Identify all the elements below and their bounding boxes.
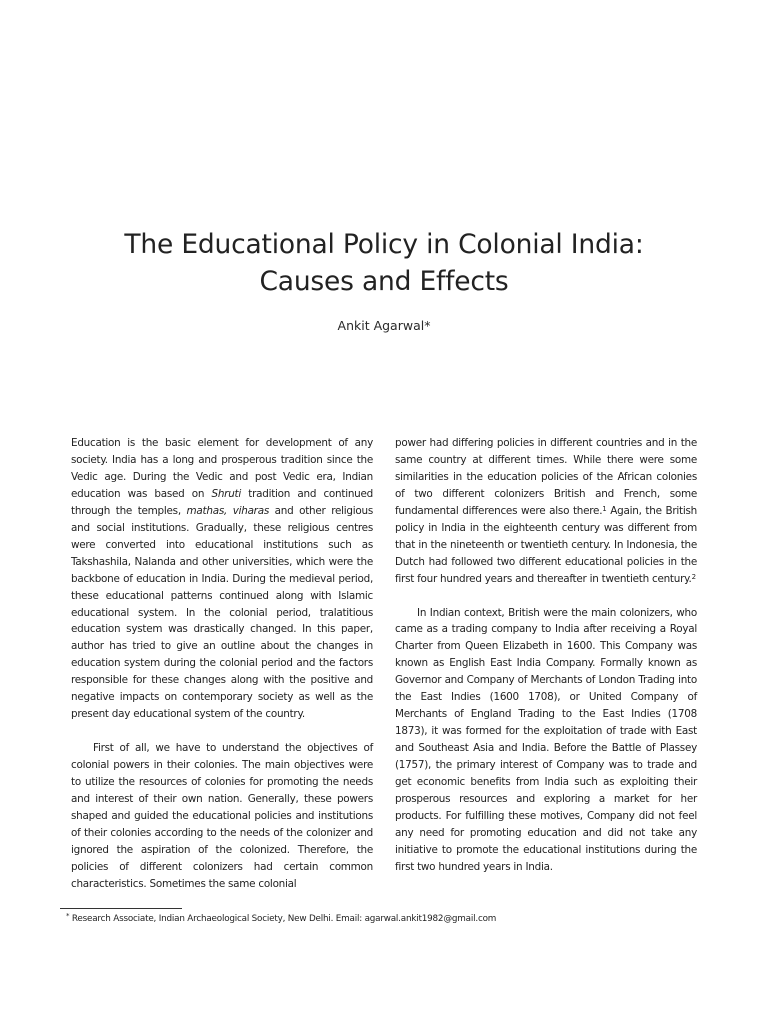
text-run: and other religious and social institutions. Gradually, these religious centres were converted into educational institutions such as Takshashila, Nalanda and other universities, which were the backbone of education in India. During the medieval period, these educational patterns continued along with Islamic educational system. In the colonial period, tralatitious education system was drastically changed. In this paper, author has tried to give an outline about the changes in education system during the colonial period and the factors responsible for these changes along with the positive and negative impacts on contemporary society as well as the present day educational system of the country. xyxy=(71,504,373,721)
text-run: power had differing policies in different countries and in the same country at different times. While there were some similarities in the education policies of the African colonies of two different colonizers British and French, some fundamental differences were also there. xyxy=(395,437,697,517)
footnote-divider xyxy=(60,908,182,909)
title-line-2: Causes and Effects xyxy=(259,266,509,297)
text-run: Education is the basic element for development of any society. India has a long and prosperous tradition since the Vedic age. During the Vedic and post Vedic era, Indian education was based on xyxy=(71,437,373,500)
abstract-paragraph xyxy=(71,435,373,723)
text-run: tradition and continued through the temples, xyxy=(71,487,373,517)
body-paragraph xyxy=(395,435,697,588)
footnote-marker: * xyxy=(66,911,70,920)
body-paragraph: In Indian context, British were the main colonizers, who came as a trading company to India after receiving a Royal Charter from Queen Elizabeth in 1600. This Company was known as English East India Company. Formally known as Governor and Company of Merchants of London Trading into the East Indies (1600 1708), or United Company of Merchants of England Trading to the East Indies (1708 1873), it was formed for the exploitation of trade with East and Southeast Asia and India. Before the Battle of Plassey (1757), the primary interest of Company was to trade and get economic benefits from India such as exploiting their prosperous resources and exploring a market for her products. For fulfilling these motives, Company did not feel any need for promoting education and did not take any initiative to promote the educational institutions during the first two hundred years in India. xyxy=(395,606,697,873)
footnote xyxy=(66,913,726,925)
text-run: Again, the British policy in India in the eighteenth century was different from that in the nineteenth or twentieth century. In Indonesia, the Dutch had followed two different educational policies in the first four hundred years and thereafter in twentieth century. xyxy=(395,504,697,585)
left-column xyxy=(71,435,373,893)
footnote-ref[interactable]: 1 xyxy=(602,504,607,513)
footnote-ref[interactable]: 2 xyxy=(691,572,696,581)
italic-term: Shruti xyxy=(211,487,241,500)
author-name: Ankit Agarwal* xyxy=(337,318,431,333)
footnote-text: Research Associate, Indian Archaeological Society, New Delhi. Email: agarwal.ankit1982@gmail.com xyxy=(69,914,497,924)
body-paragraph: First of all, we have to understand the objectives of colonial powers in their colonies. The main objectives were to utilize the resources of colonies for promoting the needs and interest of their own nation. Generally, these powers shaped and guided the educational policies and institutions of their colonies according to the needs of the colonizer and ignored the aspiration of the colonized. Therefore, the policies of different colonizers had certain common characteristics. Sometimes the same colonial xyxy=(71,742,373,890)
paper-title xyxy=(60,226,708,300)
italic-term: mathas, viharas xyxy=(186,504,269,517)
right-column xyxy=(395,435,697,876)
title-line-1: The Educational Policy in Colonial India: xyxy=(124,229,644,260)
